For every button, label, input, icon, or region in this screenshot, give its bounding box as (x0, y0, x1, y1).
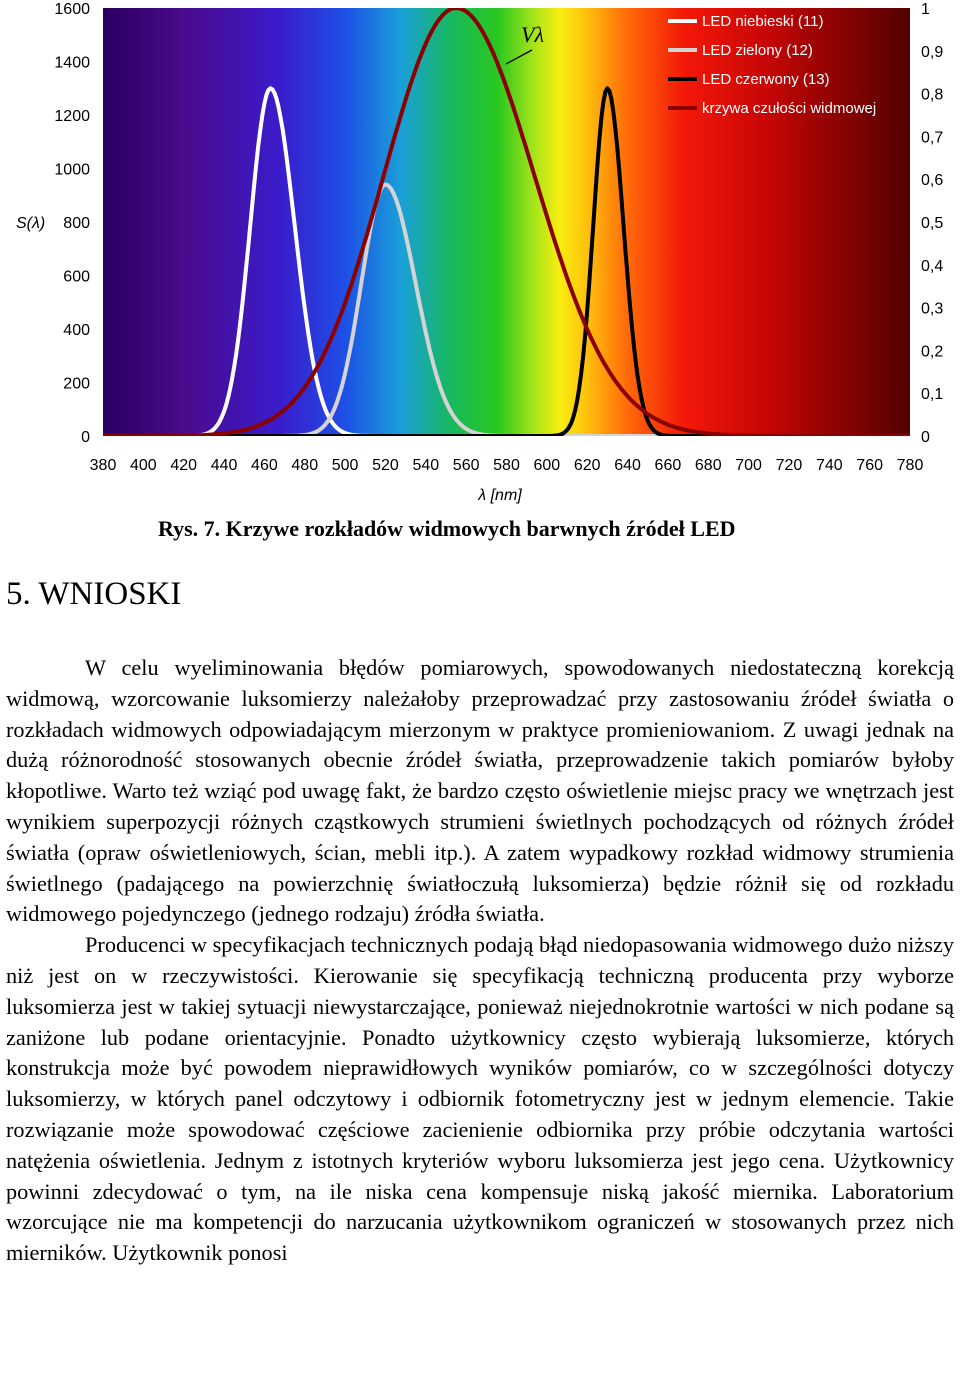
x-tick-6: 500 (331, 457, 359, 474)
y-left-tick-2: 400 (63, 322, 90, 339)
right-axis (921, 1, 943, 446)
y-left-tick-3: 600 (63, 268, 90, 286)
legend-label-3: LED czerwony (13) (702, 71, 830, 88)
x-tick-0: 380 (89, 457, 117, 474)
y-right-tick-5: 0,5 (921, 215, 944, 232)
x-tick-14: 660 (654, 457, 682, 474)
section-heading: 5. WNIOSKI (6, 576, 182, 612)
y-right-tick-2: 0,2 (921, 343, 944, 361)
x-tick-19: 760 (856, 457, 884, 474)
chart-svg (0, 0, 960, 510)
y-left-tick-1: 200 (63, 375, 90, 393)
x-tick-7: 520 (372, 457, 399, 474)
x-tick-16: 700 (735, 457, 762, 474)
paragraph-1: W celu wyeliminowania błędów pomiarowych, spowodowanych niedostateczną korekcją widmową, wzorcowanie luksomierzy należałoby przeprowadzać przy zastosowaniu źródeł światła o rozkładach widmowych odpowiadającym mierzonym w praktyce promieniowaniom. Z uwagi jednak na dużą różnorodność stosowanych obecnie źródeł światła, przeprowadzenie takich pomiarów byłoby kłopotliwe. Warto też wziąć pod uwagę fakt, że bardzo często oświetlenie miejsc pracy we wnętrzach jest wynikiem superpozycji różnych cząstkowych strumieni świetlnych pochodzących od różnych źródeł światła (opraw oświetleniowych, ścian, mebli itp.). A zatem wypadkowy rozkład widmowy strumienia świetlnego (padającego na powierzchnię światłoczułą luksomierza) będzie różnił się od rozkładu widmowego pojedynczego (jednego rodzaju) źródła światła. (6, 655, 954, 927)
x-tick-3: 440 (210, 457, 238, 474)
x-tick-4: 460 (251, 457, 278, 474)
y-left-tick-0: 0 (81, 429, 90, 446)
figure-caption: Rys. 7. Krzywe rozkładów widmowych barwnych źródeł LED (158, 516, 736, 541)
left-axis (54, 1, 90, 446)
x-tick-11: 600 (533, 457, 561, 474)
x-tick-5: 480 (291, 457, 319, 474)
y-right-tick-7: 0,7 (921, 129, 944, 147)
vlambda-annotation: Vλ (521, 22, 544, 47)
x-axis (90, 457, 924, 474)
x-tick-1: 400 (129, 457, 157, 474)
y-right-tick-8: 0,8 (921, 86, 944, 104)
x-tick-8: 540 (412, 457, 440, 474)
y-right-tick-10: 1 (921, 1, 930, 18)
legend-label-1: LED niebieski (11) (702, 13, 824, 30)
x-tick-15: 680 (694, 457, 722, 474)
x-tick-9: 560 (452, 457, 480, 474)
y-right-tick-9: 0,9 (921, 43, 944, 61)
y-axis-label-left: S(λ) (16, 215, 46, 232)
x-tick-10: 580 (493, 457, 520, 474)
body-text (6, 653, 954, 1269)
y-right-tick-0: 0 (921, 429, 930, 446)
y-left-tick-6: 1200 (54, 108, 90, 125)
x-tick-13: 640 (614, 457, 641, 474)
y-right-tick-1: 0,1 (921, 386, 944, 404)
x-axis-label: λ [nm] (478, 487, 522, 504)
x-tick-17: 720 (775, 457, 803, 474)
y-left-tick-5: 1000 (54, 161, 90, 179)
y-left-tick-7: 1400 (54, 54, 90, 72)
legend-label-4: krzywa czułości widmowej (702, 100, 877, 117)
legend-label-2: LED zielony (12) (702, 42, 813, 59)
y-right-tick-4: 0,4 (921, 257, 944, 275)
y-left-tick-4: 800 (63, 215, 90, 232)
x-tick-2: 420 (170, 457, 198, 474)
y-right-tick-6: 0,6 (921, 172, 944, 190)
spectral-chart (0, 0, 960, 510)
y-left-tick-8: 1600 (54, 1, 90, 18)
paragraph-2: Producenci w specyfikacjach technicznych podają błąd niedopasowania widmowego dużo niższy niż jest on w rzeczywistości. Kierowanie się specyfikacją techniczną producenta przy wyborze luksomierza jest w takiej sytuacji niewystarczające, ponieważ niejednokrotnie wartości w nich podane są zaniżone lub podane orientacyjnie. Ponadto użytkownicy często wybierają luksomierze, których konstrukcja może być powodem nieprawidłowych wyników pomiarów, co w szczególności dotyczy luksomierzy, w których panel odczytowy i odbiornik fotometryczny jest w jednym elemencie. Takie rozwiązanie może spowodować częściowe zacienienie odbiornika przy próbie odczytania wartości natężenia oświetlenia. Jednym z istotnych kryteriów wyboru luksomierza jest jego cena. Użytkownicy powinni zdecydować o tym, na ile niska cena kompensuje niską jakość miernika. Laboratorium wzorcujące nie ma kompetencji do narzucania użytkownikom ograniczeń w stosowanych przez nich mierników. Użytkownik ponosi (6, 932, 954, 1266)
y-right-tick-3: 0,3 (921, 300, 944, 318)
x-tick-12: 620 (573, 457, 601, 474)
x-tick-20: 780 (896, 457, 924, 474)
x-tick-18: 740 (815, 457, 843, 474)
